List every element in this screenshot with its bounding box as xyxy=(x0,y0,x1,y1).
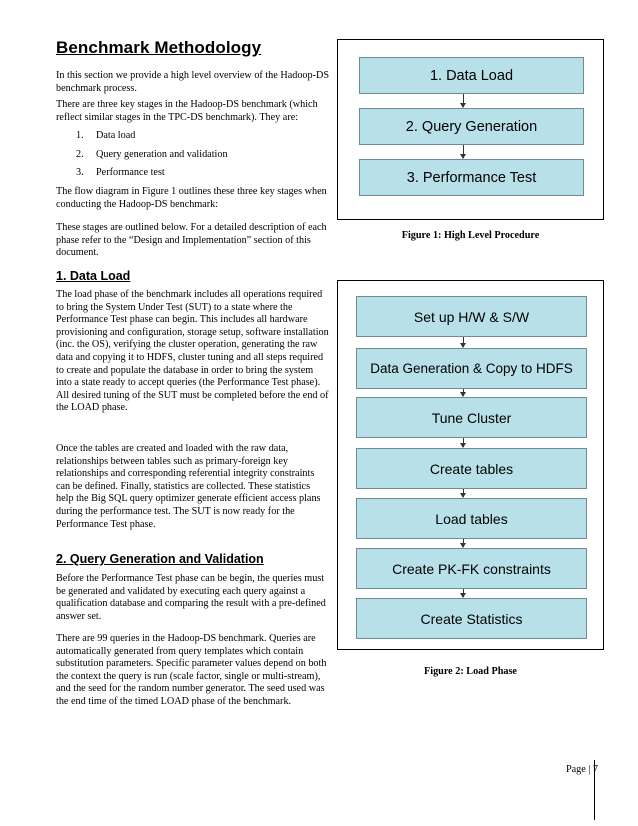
section-heading-query-generation: 2. Query Generation and Validation xyxy=(56,552,264,566)
load-step-load-tables: Load tables xyxy=(356,498,587,539)
load-step-statistics: Create Statistics xyxy=(356,598,587,639)
figure-1-diagram xyxy=(337,39,604,220)
intro-paragraph-1: In this section we provide a high level overview of the Hadoop-DS benchmark process. xyxy=(56,70,330,94)
load-step-data-generation: Data Generation & Copy to HDFS xyxy=(356,348,587,389)
flow-arrow xyxy=(463,438,464,447)
page-number: Page | 7 xyxy=(565,764,598,775)
flow-arrow xyxy=(463,539,464,547)
intro-paragraph-4: These stages are outlined below. For a detailed description of each phase refer to the “Design and Implementation” section of this document. xyxy=(56,222,327,259)
query-generation-paragraph-2: There are 99 queries in the Hadoop-DS benchmark. Queries are automatically generated from query templates which contain substitution parameters. Specific parameter values depend on both the context the query is run (scale factor, single or multi-stream), and the seed for the random number generator. The seed used was the end time of the timed LOAD phase of the benchmark. xyxy=(56,633,327,707)
stages-list xyxy=(76,130,228,186)
figure-1-caption: Figure 1: High Level Procedure xyxy=(401,230,540,241)
flow-arrow xyxy=(463,389,464,396)
load-step-setup: Set up H/W & S/W xyxy=(356,296,587,337)
load-step-tune-cluster: Tune Cluster xyxy=(356,397,587,438)
intro-paragraph-3: The flow diagram in Figure 1 outlines these three key stages when conducting the Hadoop-DS benchmark: xyxy=(56,186,327,210)
intro-paragraph-2: There are three key stages in the Hadoop-DS benchmark (which reflect similar stages in the TPC-DS benchmark). They are: xyxy=(56,99,318,123)
query-generation-paragraph-1: Before the Performance Test phase can be begin, the queries must be generated and validated by executing each query against a qualification database and comparing the result with a pre-defined answer set. xyxy=(56,573,326,622)
flow-step-performance-test: 3. Performance Test xyxy=(359,159,584,196)
list-item: 1. Data load xyxy=(76,130,136,141)
figure-2-diagram xyxy=(337,280,604,650)
list-item: 2. Query generation and validation xyxy=(76,148,228,160)
flow-arrow xyxy=(463,94,464,107)
flow-arrow xyxy=(463,489,464,497)
section-heading-data-load: 1. Data Load xyxy=(56,269,131,283)
load-step-constraints: Create PK-FK constraints xyxy=(356,548,587,589)
list-item: 3. Performance test xyxy=(76,167,165,178)
data-load-paragraph-2: Once the tables are created and loaded with the raw data, relationships between tables such as primary-foreign key relationships and corresponding referential integrity constraints can be defined. Finally, statistics are collected. These statistics help the Big SQL query optimizer generate efficient access plans during the performance test. The SUT is now ready for the Performance Test phase. xyxy=(56,443,321,530)
flow-arrow xyxy=(463,145,464,158)
page-title: Benchmark Methodology xyxy=(56,38,262,57)
flow-arrow xyxy=(463,589,464,597)
load-step-create-tables: Create tables xyxy=(356,448,587,489)
flow-step-query-generation: 2. Query Generation xyxy=(359,108,584,145)
flow-arrow xyxy=(463,337,464,347)
figure-2-caption: Figure 2: Load Phase xyxy=(424,666,517,677)
data-load-paragraph-1: The load phase of the benchmark includes all operations required to bring the System Under Test (SUT) to a state where the Performance Test phase can begin. This includes all hardware provisioning and configuration, storage setup, software installation (inc. the OS), verifying the cluster operation, generating the raw data and copying it to HDFS, cluster tuning and all steps required to create and populate the database in order to bring the system into a state ready to accept queries (the Performance Test phase). All desired tuning of the SUT must be completed before the end of the LOAD phase. xyxy=(56,289,329,414)
flow-step-data-load: 1. Data Load xyxy=(359,57,584,94)
